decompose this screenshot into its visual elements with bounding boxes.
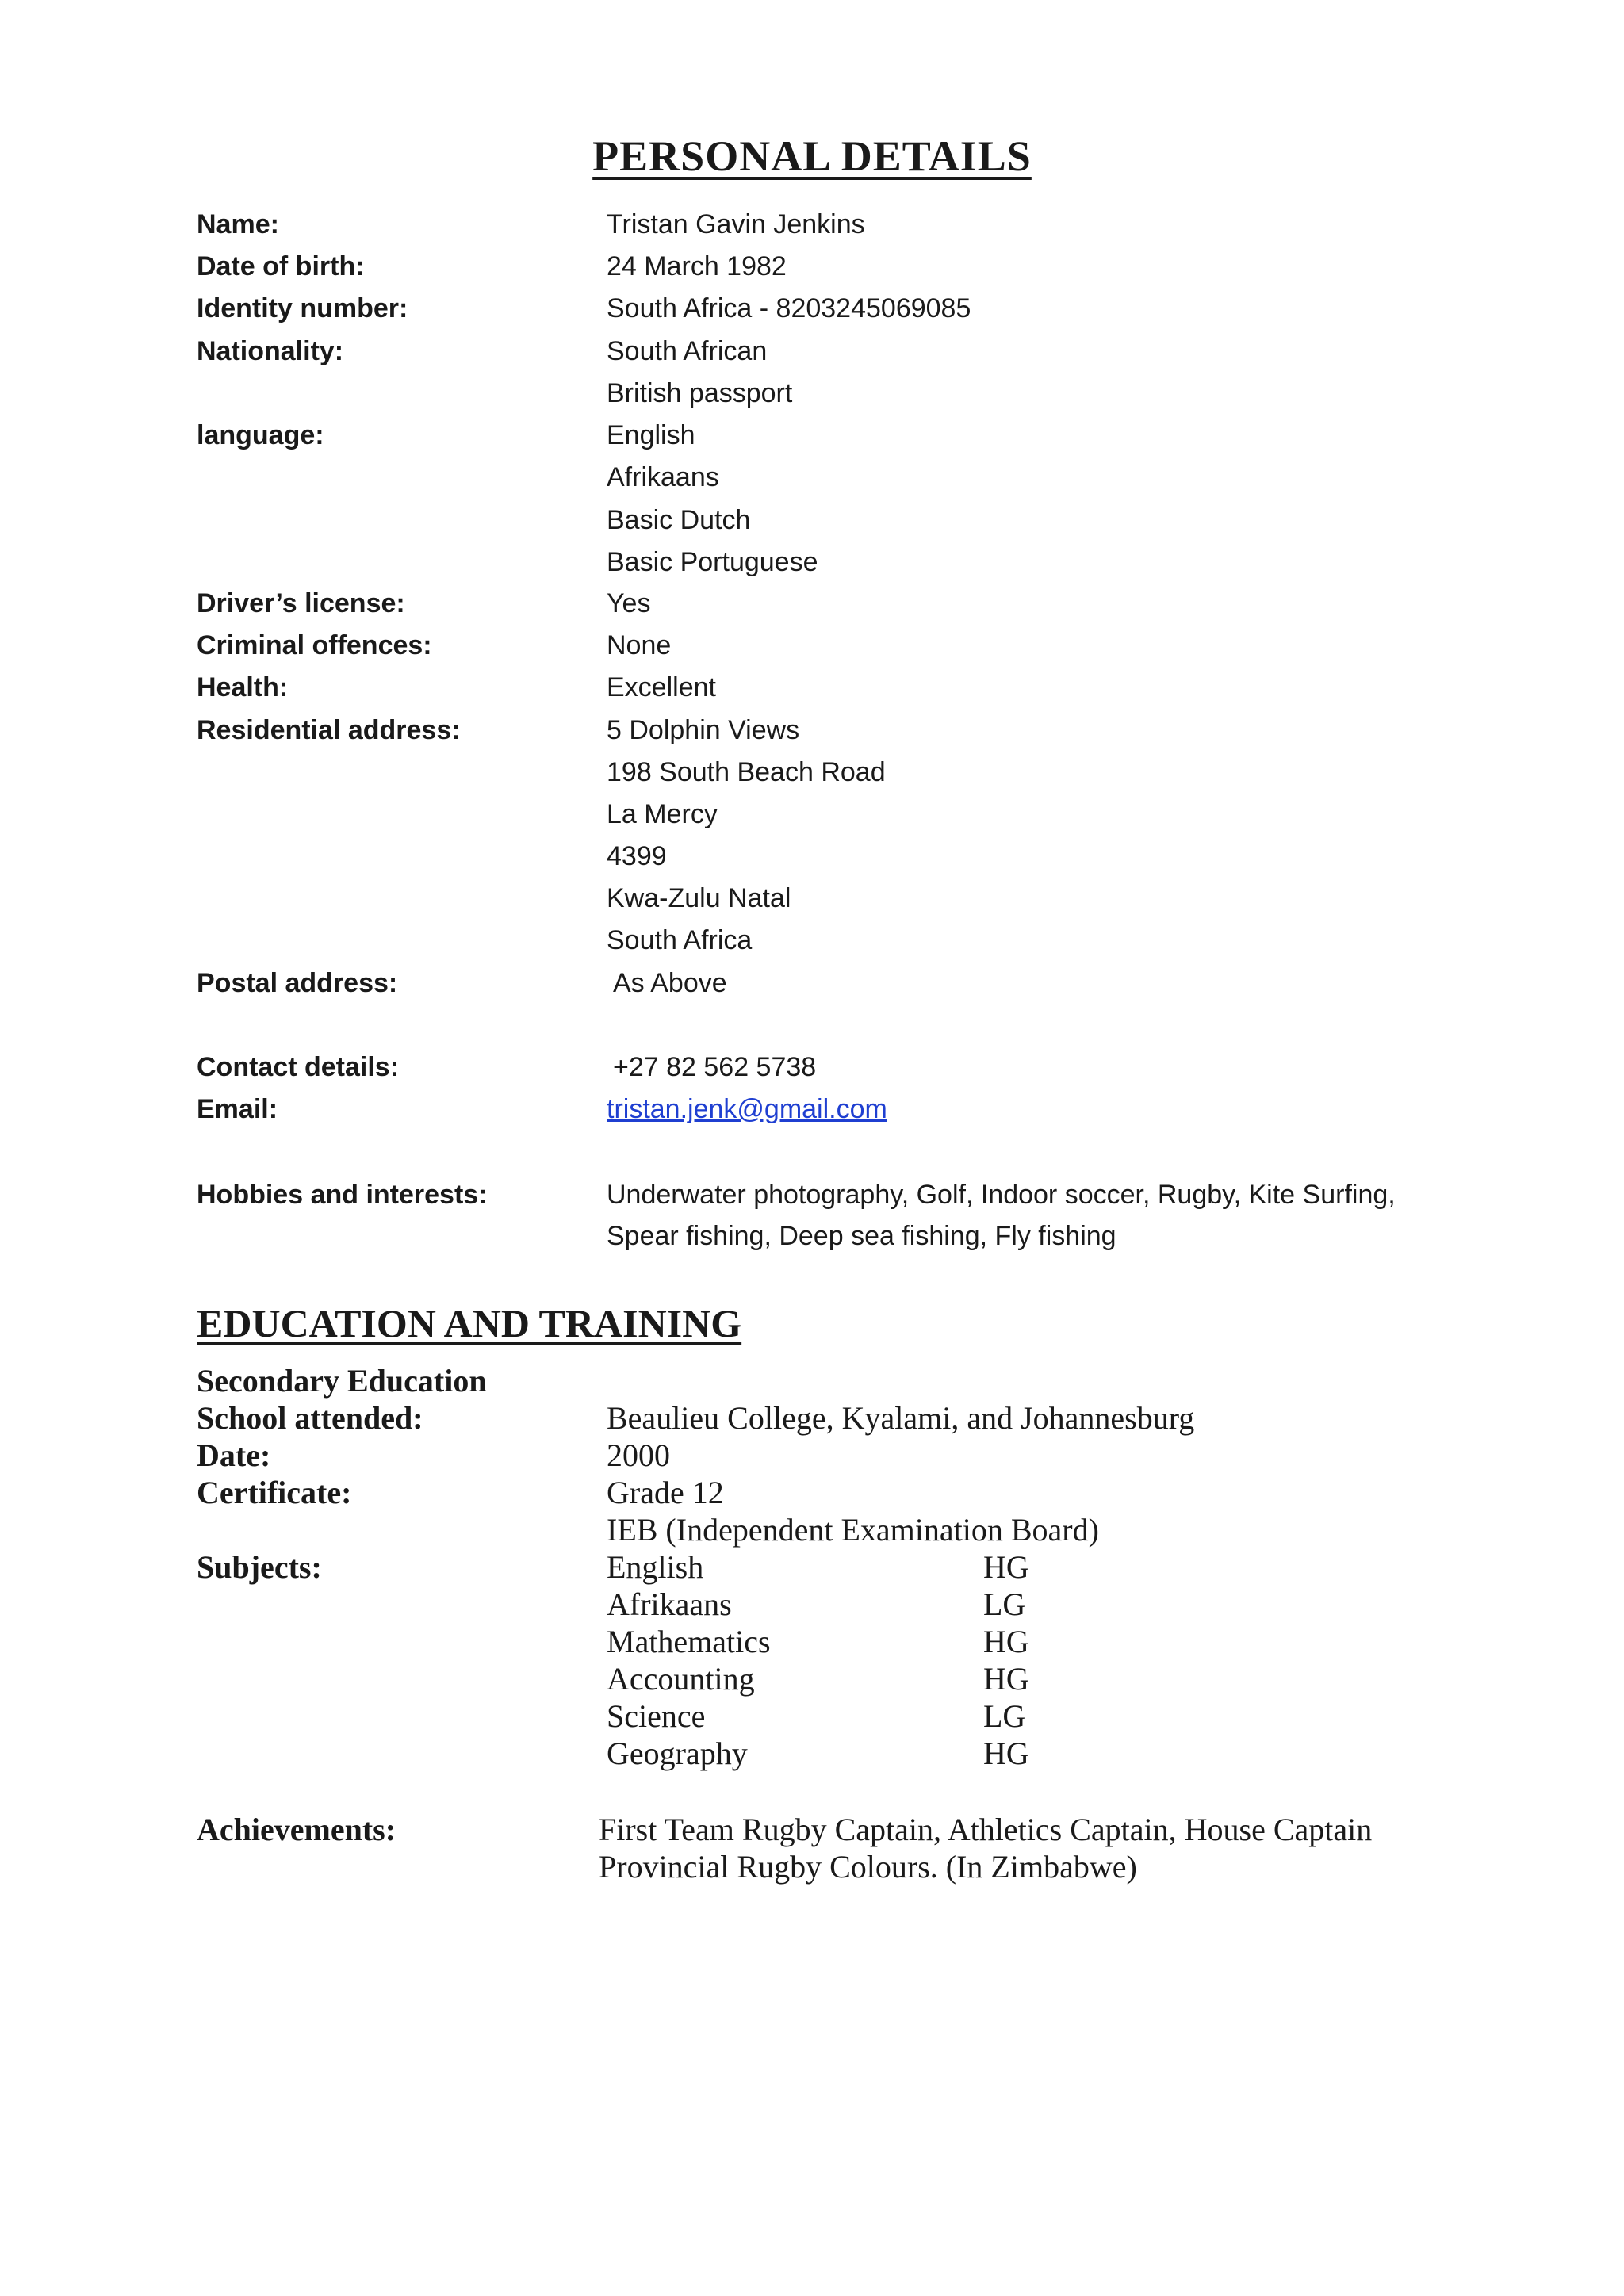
email-label: Email: (197, 1094, 278, 1124)
nationality-label: Nationality: (197, 336, 344, 366)
personal-details-heading: PERSONAL DETAILS (592, 132, 1032, 180)
address-line-2: 198 South Beach Road (607, 757, 886, 787)
nationality-value-2: British passport (607, 378, 793, 408)
language-value-1: English (607, 420, 695, 450)
subject-name: Geography (607, 1735, 748, 1771)
date-label: Date: (197, 1437, 271, 1473)
hobbies-line-2: Spear fishing, Deep sea fishing, Fly fishing (607, 1221, 1116, 1251)
subject-grade: LG (983, 1698, 1026, 1734)
name-label: Name: (197, 209, 279, 239)
id-value: South Africa - 8203245069085 (607, 293, 971, 323)
subject-grade: HG (983, 1549, 1029, 1585)
subject-grade: LG (983, 1586, 1026, 1622)
residential-label: Residential address: (197, 715, 461, 745)
postal-label: Postal address: (197, 968, 398, 998)
subject-name: Mathematics (607, 1624, 771, 1659)
hobbies-line-1: Underwater photography, Golf, Indoor soccer, Rugby, Kite Surfing, (607, 1180, 1396, 1210)
criminal-label: Criminal offences: (197, 630, 432, 660)
subject-grade: HG (983, 1735, 1029, 1771)
address-line-1: 5 Dolphin Views (607, 715, 800, 745)
achievements-line-1: First Team Rugby Captain, Athletics Captain, House Captain (599, 1812, 1373, 1847)
certificate-value-1: Grade 12 (607, 1475, 724, 1510)
contact-label: Contact details: (197, 1052, 400, 1082)
contact-value: +27 82 562 5738 (613, 1052, 817, 1082)
school-value: Beaulieu College, Kyalami, and Johannesburg (607, 1400, 1195, 1436)
criminal-value: None (607, 630, 672, 660)
subject-grade: HG (983, 1624, 1029, 1659)
license-value: Yes (607, 588, 651, 618)
subject-name: Afrikaans (607, 1586, 732, 1622)
email-link[interactable]: tristan.jenk@gmail.com (607, 1094, 887, 1124)
subject-name: Accounting (607, 1661, 755, 1697)
language-value-3: Basic Dutch (607, 505, 751, 535)
address-line-5: Kwa-Zulu Natal (607, 883, 791, 913)
date-value: 2000 (607, 1437, 670, 1473)
subject-grade: HG (983, 1661, 1029, 1697)
name-value: Tristan Gavin Jenkins (607, 209, 865, 239)
secondary-education-subheading: Secondary Education (197, 1363, 487, 1399)
language-label: language: (197, 420, 324, 450)
health-label: Health: (197, 672, 289, 702)
id-label: Identity number: (197, 293, 408, 323)
dob-label: Date of birth: (197, 251, 365, 281)
postal-value: As Above (613, 968, 727, 998)
health-value: Excellent (607, 672, 716, 702)
address-line-4: 4399 (607, 841, 667, 871)
achievements-line-2: Provincial Rugby Colours. (In Zimbabwe) (599, 1849, 1137, 1885)
education-heading: EDUCATION AND TRAINING (197, 1301, 742, 1345)
license-label: Driver’s license: (197, 588, 405, 618)
dob-value: 24 March 1982 (607, 251, 787, 281)
achievements-label: Achievements: (197, 1812, 396, 1847)
nationality-value-1: South African (607, 336, 768, 366)
school-label: School attended: (197, 1400, 423, 1436)
subject-name: Science (607, 1698, 706, 1734)
certificate-label: Certificate: (197, 1475, 352, 1510)
address-line-3: La Mercy (607, 799, 718, 829)
subject-name: English (607, 1549, 704, 1585)
hobbies-label: Hobbies and interests: (197, 1180, 488, 1210)
language-value-4: Basic Portuguese (607, 547, 818, 577)
subjects-label: Subjects: (197, 1549, 322, 1585)
certificate-value-2: IEB (Independent Examination Board) (607, 1512, 1099, 1548)
language-value-2: Afrikaans (607, 462, 719, 492)
address-line-6: South Africa (607, 925, 753, 955)
